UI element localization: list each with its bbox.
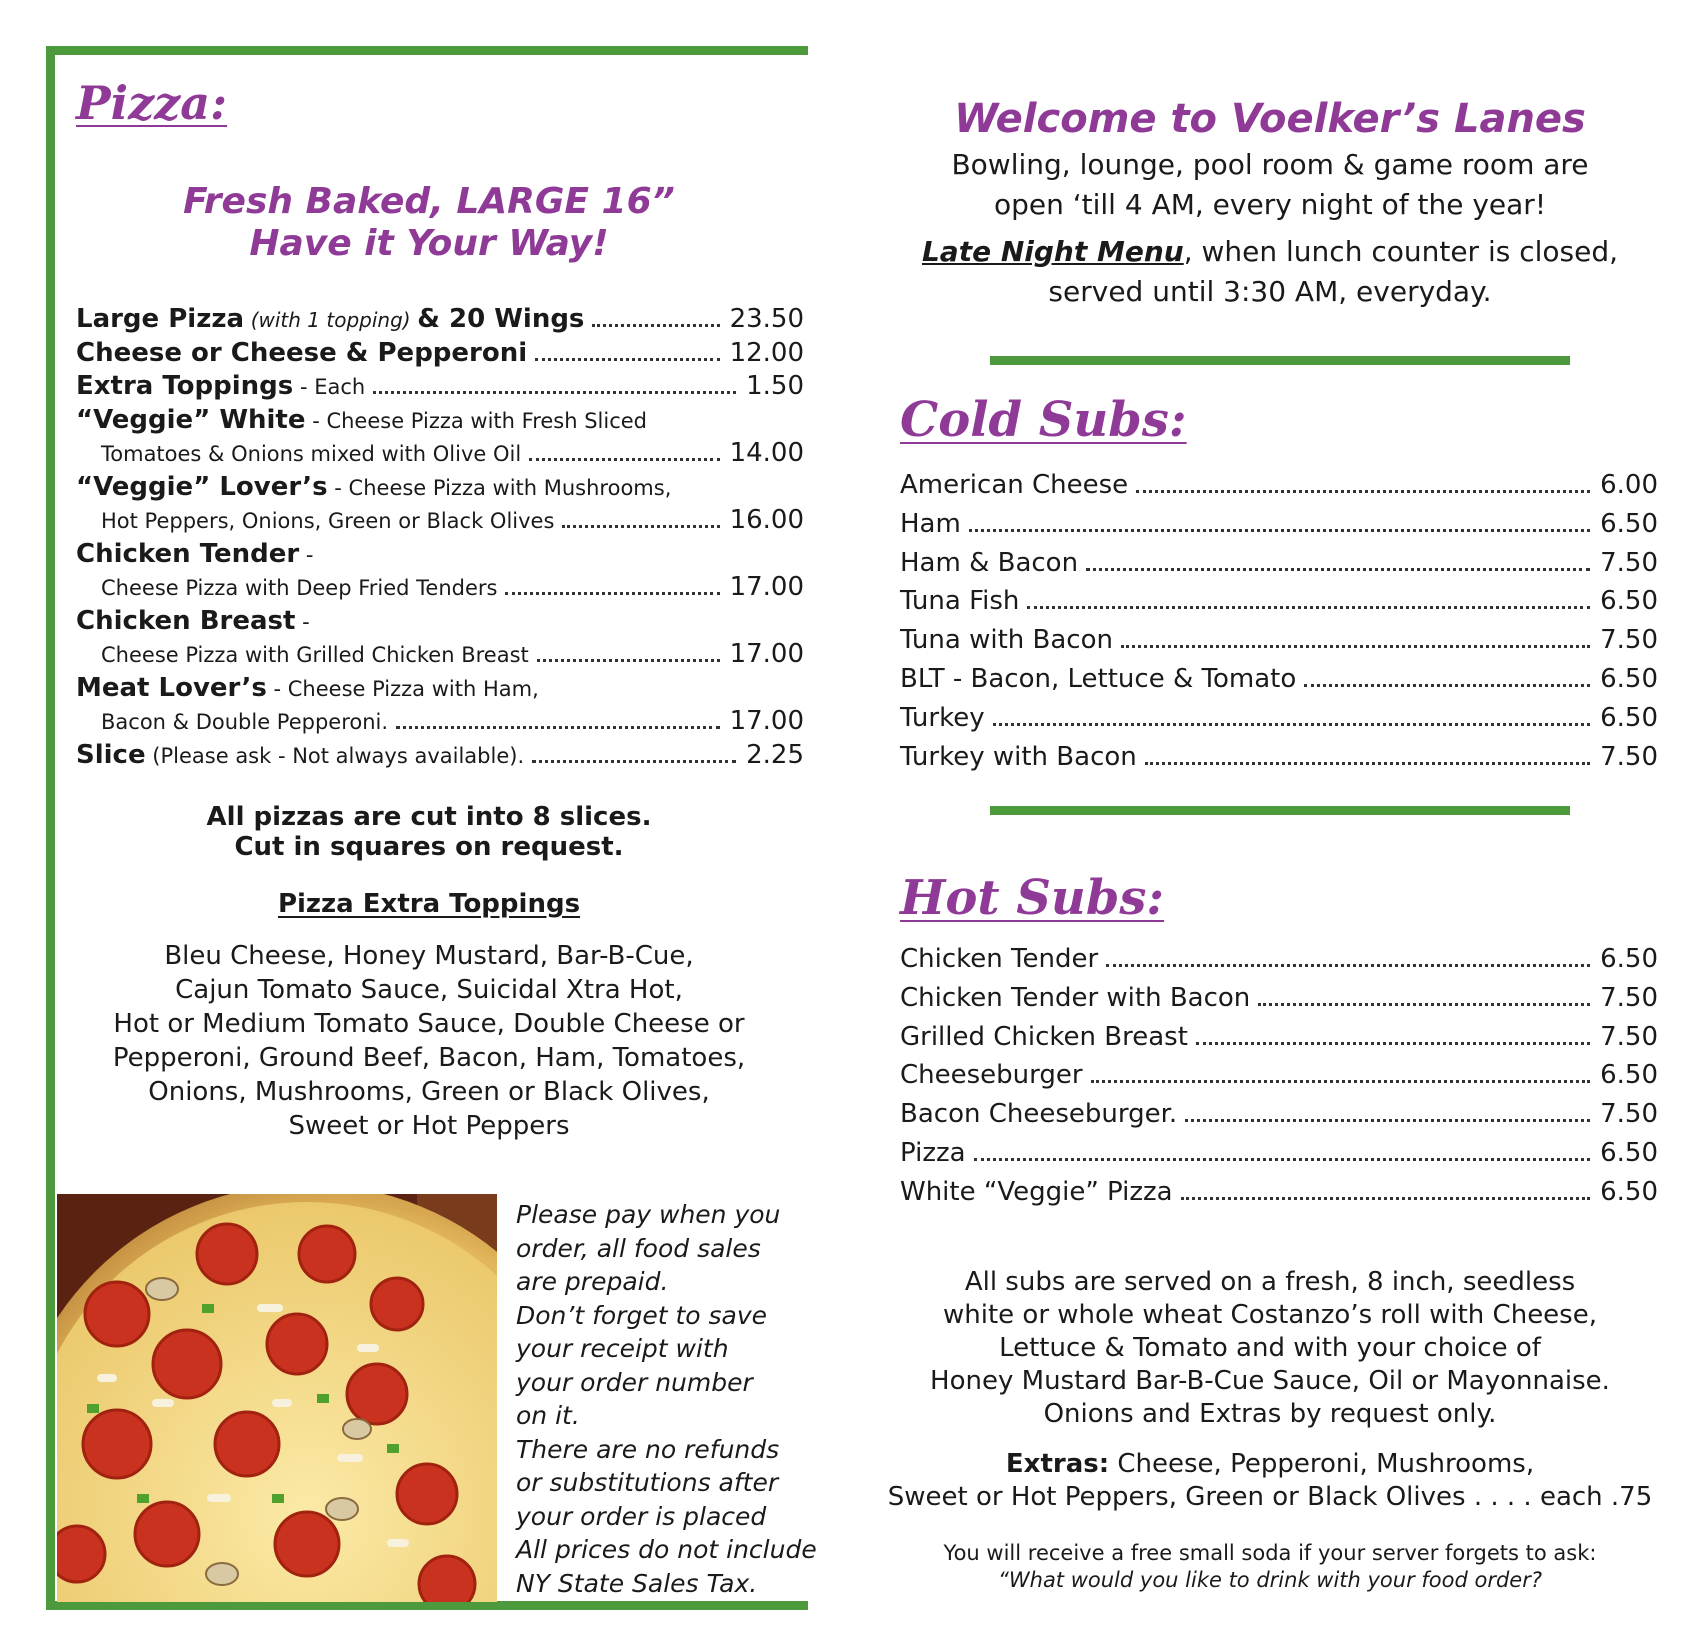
item-name: American Cheese (900, 470, 1129, 500)
item-name: Tuna Fish (900, 586, 1020, 617)
dot-leader (1091, 1080, 1591, 1083)
pizza-menu-list (76, 304, 804, 773)
menu-item-cheese-pepperoni (76, 338, 804, 372)
dot-leader (396, 726, 720, 729)
payment-notice (516, 1198, 817, 1600)
item-price: 7.50 (1600, 547, 1658, 578)
menu-item-ham (900, 509, 1658, 548)
cold-subs-list (900, 470, 1658, 780)
item-price: 6.50 (1600, 1137, 1658, 1168)
toppings-line: Cajun Tomato Sauce, Suicidal Xtra Hot, (175, 975, 683, 1005)
menu-item-chicken-breast (76, 606, 804, 640)
dot-leader (537, 659, 720, 662)
item-price: 6.50 (1600, 663, 1658, 694)
welcome-line: open ‘till 4 AM, every night of the year! (993, 188, 1547, 221)
item-name: Extra Toppings (76, 371, 294, 401)
note-line: white or whole wheat Costanzo’s roll with Cheese, (943, 1300, 1597, 1330)
item-name: Chicken Tender (900, 944, 1099, 974)
menu-item-bacon-cheeseburger-sub (900, 1099, 1658, 1138)
menu-item-tuna-bacon (900, 625, 1658, 664)
item-desc: (Please ask - Not always available). (152, 743, 525, 768)
item-price: 17.00 (729, 572, 804, 602)
menu-item-ham-bacon (900, 548, 1658, 587)
menu-item-chicken-breast-cont (76, 639, 804, 673)
extras-text: Cheese, Pepperoni, Mushrooms, (1117, 1449, 1535, 1479)
free-soda-note (880, 1540, 1660, 1594)
menu-item-extra-toppings (76, 371, 804, 405)
item-desc: Cheese Pizza with Deep Fried Tenders (101, 576, 498, 600)
note-line: All subs are served on a fresh, 8 inch, seedless (964, 1267, 1576, 1297)
item-price: 23.50 (729, 304, 804, 334)
notice-line: All prices do not include (516, 1535, 817, 1564)
dot-leader (969, 529, 1590, 532)
item-name: “Veggie” White (76, 404, 306, 435)
menu-item-meat-lovers (76, 673, 804, 707)
item-desc: - Cheese Pizza with Ham, (273, 676, 539, 701)
item-price: 6.50 (1600, 1060, 1658, 1091)
menu-item-chicken-tender-bacon-sub (900, 983, 1658, 1022)
dot-leader (562, 525, 719, 528)
dot-leader (993, 723, 1590, 726)
item-desc: Cheese Pizza with Grilled Chicken Breast (101, 643, 529, 667)
soda-question: “What would you like to drink with your food order? (997, 1568, 1543, 1592)
pizza-heading: Pizza: (76, 76, 228, 130)
toppings-line: Sweet or Hot Peppers (288, 1111, 570, 1141)
extras-label: Extras: (1005, 1449, 1110, 1479)
dot-leader (505, 592, 719, 595)
menu-item-chicken-tender (76, 539, 804, 573)
item-name: “Veggie” Lover’s (76, 471, 328, 502)
item-desc: - Cheese Pizza with Mushrooms, (334, 475, 672, 500)
menu-item-veggie-white (76, 405, 804, 439)
pizza-illustration (57, 1194, 497, 1602)
dot-leader (1145, 762, 1590, 765)
toppings-line: Bleu Cheese, Honey Mustard, Bar-B-Cue, (164, 941, 694, 971)
item-price: 17.00 (729, 706, 804, 736)
menu-item-slice (76, 740, 804, 774)
tagline-line: Fresh Baked, LARGE 16” (183, 181, 675, 222)
item-price: 7.50 (1600, 1021, 1658, 1052)
late-night-text: , when lunch counter is closed, (1183, 235, 1619, 268)
dot-leader (1121, 645, 1590, 648)
menu-item-white-veggie-pizza-sub (900, 1177, 1658, 1216)
item-price: 12.00 (729, 337, 804, 368)
menu-item-veggie-white-cont (76, 438, 804, 472)
item-name: Tuna with Bacon (900, 625, 1113, 656)
item-name: Cheese or Cheese & Pepperoni (76, 337, 528, 368)
note-line: Cut in squares on request. (234, 832, 624, 862)
menu-item-blt (900, 664, 1658, 703)
note-line: Onions and Extras by request only. (1043, 1399, 1497, 1429)
soda-line: You will receive a free small soda if your server forgets to ask: (943, 1541, 1597, 1565)
item-price: 2.25 (746, 739, 804, 770)
menu-item-turkey (900, 703, 1658, 742)
item-price: 16.00 (729, 505, 804, 535)
item-price: 6.50 (1600, 586, 1658, 617)
menu-item-american-cheese (900, 470, 1658, 509)
item-name: Bacon Cheeseburger. (900, 1099, 1178, 1130)
notice-line: your order number (516, 1367, 753, 1397)
notice-line: or substitutions after (516, 1468, 779, 1497)
late-night-info (880, 232, 1660, 312)
item-name: Ham & Bacon (900, 547, 1079, 578)
item-name: BLT - Bacon, Lettuce & Tomato (900, 663, 1297, 694)
dot-leader (974, 1158, 1591, 1161)
item-name: Chicken Tender (76, 538, 300, 569)
menu-item-chicken-tender-cont (76, 572, 804, 606)
dot-leader (373, 391, 736, 394)
menu-item-meat-lovers-cont (76, 706, 804, 740)
notice-line: order, all food sales (516, 1233, 761, 1263)
item-desc: Tomatoes & Onions mixed with Olive Oil (101, 442, 522, 466)
item-price: 6.00 (1600, 470, 1658, 500)
item-name: Chicken Breast (76, 605, 296, 636)
menu-item-cheeseburger-sub (900, 1060, 1658, 1099)
pizza-panel (46, 46, 817, 1610)
extras-text: Sweet or Hot Peppers, Green or Black Olives . . . . each .75 (887, 1482, 1653, 1512)
item-price: 7.50 (1600, 625, 1658, 656)
item-name: Ham (900, 508, 961, 539)
dot-leader (592, 324, 719, 327)
menu-item-large-pizza-wings (76, 304, 804, 338)
toppings-heading: Pizza Extra Toppings (277, 889, 581, 919)
note-line: All pizzas are cut into 8 slices. (206, 802, 652, 832)
notice-line: your receipt with (516, 1334, 729, 1363)
item-price: 7.50 (1600, 982, 1658, 1013)
item-name: Cheeseburger (900, 1060, 1083, 1091)
item-name: Chicken Tender with Bacon (900, 982, 1251, 1013)
dot-leader (1106, 964, 1590, 967)
tagline-line: Have it Your Way! (249, 223, 609, 264)
toppings-line: Pepperoni, Ground Beef, Bacon, Ham, Tomatoes, (112, 1043, 746, 1073)
notice-line: There are no refunds (516, 1434, 780, 1464)
dot-leader (1304, 684, 1590, 687)
dot-leader (529, 458, 719, 461)
notice-line: Please pay when you (516, 1200, 781, 1229)
notice-line: are prepaid. (516, 1267, 669, 1296)
note-line: Honey Mustard Bar-B-Cue Sauce, Oil or Mayonnaise. (930, 1366, 1610, 1396)
welcome-title: Welcome to Voelker’s Lanes (954, 96, 1586, 142)
dot-leader (1027, 606, 1590, 609)
item-price: 7.50 (1600, 741, 1658, 772)
menu-item-veggie-lovers (76, 472, 804, 506)
dot-leader (535, 358, 719, 361)
item-desc: - (302, 609, 310, 634)
section-divider (990, 356, 1570, 365)
hot-subs-list (900, 944, 1658, 1216)
welcome-line: Bowling, lounge, pool room & game room are (951, 148, 1589, 181)
menu-item-chicken-tender-sub (900, 944, 1658, 983)
item-price: 14.00 (729, 438, 804, 468)
item-desc: Bacon & Double Pepperoni. (101, 710, 389, 734)
dot-leader (1086, 568, 1590, 571)
item-price: 1.50 (746, 371, 804, 401)
notice-line: Don’t forget to save (516, 1300, 768, 1330)
item-name: Grilled Chicken Breast (900, 1021, 1188, 1052)
frame-border-bottom (46, 1601, 808, 1610)
notice-line: your order is placed (516, 1501, 767, 1531)
dot-leader (1196, 1042, 1590, 1045)
late-night-text: served until 3:30 AM, everyday. (1048, 275, 1492, 308)
dot-leader (1258, 1003, 1590, 1006)
menu-item-grilled-chicken-sub (900, 1022, 1658, 1061)
subs-info-note (880, 1266, 1660, 1431)
menu-item-turkey-bacon (900, 742, 1658, 781)
item-desc: - Each (299, 375, 366, 399)
item-price: 6.50 (1600, 508, 1658, 539)
pizza-slices-note (76, 802, 782, 862)
pizza-tagline (76, 181, 782, 265)
notice-line: on it. (516, 1401, 580, 1430)
dot-leader (1136, 490, 1590, 493)
frame-border-left (46, 46, 55, 1610)
frame-border-top (46, 46, 808, 55)
item-name: Meat Lover’s (76, 672, 267, 703)
sub-extras (880, 1448, 1660, 1514)
item-name: White “Veggie” Pizza (900, 1176, 1173, 1207)
toppings-line: Onions, Mushrooms, Green or Black Olives, (148, 1077, 710, 1107)
menu-item-veggie-lovers-cont (76, 505, 804, 539)
section-divider (990, 806, 1570, 815)
item-name: Pizza (900, 1137, 966, 1168)
item-price: 6.50 (1600, 944, 1658, 974)
welcome-text (880, 145, 1660, 225)
item-price: 7.50 (1600, 1099, 1658, 1130)
menu-item-pizza-sub (900, 1138, 1658, 1177)
item-price: 6.50 (1600, 702, 1658, 733)
item-name: Turkey with Bacon (900, 741, 1137, 772)
hot-subs-heading: Hot Subs: (900, 870, 1165, 926)
notice-line: NY State Sales Tax. (516, 1568, 758, 1598)
dot-leader (1185, 1119, 1590, 1122)
toppings-line: Hot or Medium Tomato Sauce, Double Cheese or (113, 1009, 745, 1039)
pepperoni-pizza-photo (57, 1194, 497, 1602)
item-price: 17.00 (729, 639, 804, 669)
item-note: (with 1 topping) (250, 308, 411, 332)
toppings-list (76, 939, 782, 1143)
item-name: Slice (76, 739, 146, 770)
item-name: Turkey (900, 702, 985, 733)
item-desc: - (305, 542, 314, 567)
dot-leader (532, 760, 736, 763)
menu-item-tuna-fish (900, 586, 1658, 625)
late-night-menu-label: Late Night Menu (921, 235, 1184, 268)
cold-subs-heading: Cold Subs: (900, 392, 1187, 448)
dot-leader (1181, 1197, 1590, 1200)
item-name-cont: & 20 Wings (417, 304, 585, 334)
note-line: Lettuce & Tomato and with your choice of (999, 1333, 1541, 1363)
item-desc: - Cheese Pizza with Fresh Sliced (312, 408, 648, 433)
item-name: Large Pizza (76, 304, 245, 334)
item-desc: Hot Peppers, Onions, Green or Black Olives (101, 509, 555, 533)
item-price: 6.50 (1600, 1176, 1658, 1207)
